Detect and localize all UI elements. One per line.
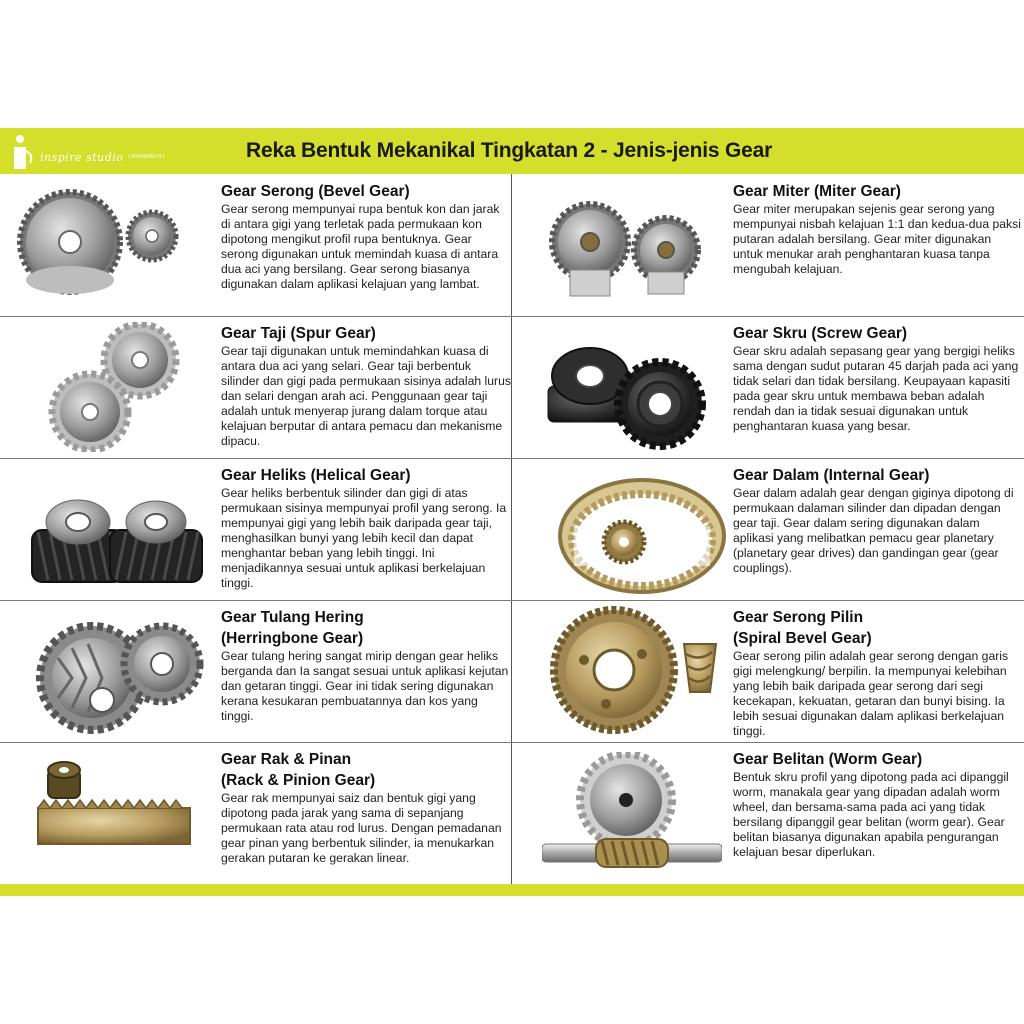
gear-title: Gear Skru (Screw Gear) (733, 325, 908, 342)
gear-description: Gear serong pilin adalah gear serong dengan garis gigi melengkung/ berpilin. Ia mempunyai kelebihan yang lebih baik daripada gear serong dari segi kecekapan, kekuatan, getaran dan bunyi bising. Ia lebih sesuai digunakan dalam aplikasi berkelajuan tinggi. (733, 649, 1009, 738)
brand-logo (8, 133, 188, 173)
gear-description: Gear rak mempunyai saiz dan bentuk gigi yang dipotong pada jarak yang sama di sepanjang permukaan rata atau rod lurus. Dengan pemadanan gear pinan yang berbentuk silinder, ia menukarkan gerakan putaran ke gerakan linear. (221, 791, 502, 865)
page-title: Reka Bentuk Mekanikal Tingkatan 2 - Jenis-jenis Gear (246, 139, 773, 162)
worm-gear-icon (542, 752, 722, 882)
screw-gear-icon (542, 326, 722, 456)
gear-description: Gear taji digunakan untuk memindahkan kuasa di antara dua aci yang selari. Gear taji berbentuk silinder dan gigi pada permukaan sisinya adalah lurus dan selari dengan arah aci. Penggunaan gear taji adalah untuk menyerap jurang dalam torque atau kelajuan berputar di antara pemacu dan mekanisme dipacu. (221, 344, 511, 448)
spiral-bevel-gear-icon (542, 606, 722, 736)
gear-card-rack-pinion (0, 744, 511, 884)
brand-name: inspire studio (40, 151, 124, 164)
herringbone-gear-icon (32, 608, 212, 738)
gear-title: Gear Serong (Bevel Gear) (221, 183, 410, 200)
miter-gear-icon (538, 186, 718, 316)
gear-title-english: (Herringbone Gear) (221, 630, 364, 647)
brand-registration: ( 002448450-H ) (128, 154, 165, 160)
gear-title: Gear Miter (Miter Gear) (733, 183, 901, 200)
gear-card-internal (512, 460, 1024, 600)
gear-card-screw (512, 318, 1024, 458)
gear-card-spiral-bevel (512, 602, 1024, 742)
gear-description: Bentuk skru profil yang dipotong pada aci dipanggil worm, manakala gear yang dipadan adalah worm wheel, dan bersama-sama pada aci yang tidak bersilang dipanggil gear belitan (worm gear). Gear belitan biasanya digunakan apabila pengurangan kelajuan besar diperlukan. (733, 770, 1009, 859)
gear-card-herringbone (0, 602, 511, 742)
gear-card-miter (512, 176, 1024, 316)
gear-card-spur (0, 318, 511, 458)
gear-title-english: (Spiral Bevel Gear) (733, 630, 872, 647)
gear-title: Gear Heliks (Helical Gear) (221, 467, 411, 484)
internal-gear-icon (552, 466, 732, 596)
row-divider (0, 600, 1024, 601)
bevel-gear-icon (12, 184, 192, 314)
gear-card-worm (512, 744, 1024, 884)
gear-title: Gear Taji (Spur Gear) (221, 325, 376, 342)
gear-description: Gear tulang hering sangat mirip dengan gear heliks berganda dan Ia sangat sesuai untuk aplikasi kejutan dan getaran tinggi. Gear ini tidak sering digunakan kerana kesukaran pembuatannya dan kos yang tinggi. (221, 649, 509, 723)
gear-description: Gear skru adalah sepasang gear yang bergigi heliks sama dengan sudut putaran 45 darjah pada aci yang tidak selari dan tidak bersilang. Keupayaan kapasiti pada gear skru untuk membawa beban adalah rendah dan ia tidak sesuai digunakan untuk penghantaran kuasa yang besar. (733, 344, 1019, 433)
gear-description: Gear dalam adalah gear dengan giginya dipotong di permukaan dalaman silinder dan dipadan dengan gear taji. Gear dalam sering digunakan dalam aplikasi yang melibatkan pemacu gear planetary (planetary gear drives) dan gandingan gear (gear couplings). (733, 486, 1014, 575)
helical-gear-icon (26, 470, 206, 600)
gear-title: Gear Serong Pilin (733, 609, 864, 626)
gear-description: Gear heliks berbentuk silinder dan gigi di atas permukaan sisinya mempunyai profil yang serong. Ia mempunyai gigi yang lebih baik daripada gear taji, menghasilkan bunyi yang lebih kecil dan dapat menghantar beban yang lebih tinggi. Ini menjadikannya sesuai untuk aplikasi berkelajuan tinggi. (221, 486, 507, 590)
gear-description: Gear serong mempunyai rupa bentuk kon dan jarak di antara gigi yang terletak pada permukaan kon dipotong mengikut profil rupa bentuknya. Gear serong digunakan untuk memindah kuasa di antara dua aci yang bersilang. Gear serong biasanya digunakan dalam aplikasi kelajuan yang lambat. (221, 202, 500, 291)
row-divider (0, 742, 1024, 743)
gear-title: Gear Dalam (Internal Gear) (733, 467, 930, 484)
row-divider (0, 316, 1024, 317)
gear-title: Gear Rak & Pinan (221, 751, 352, 768)
gear-title: Gear Tulang Hering (221, 609, 364, 626)
logo-mark-icon (10, 133, 36, 173)
gear-card-helical (0, 460, 511, 600)
row-divider (0, 458, 1024, 459)
rack-pinion-gear-icon (30, 758, 210, 888)
gear-card-bevel (0, 176, 511, 316)
spur-gear-icon (40, 322, 220, 452)
gear-title-english: (Rack & Pinion Gear) (221, 772, 376, 789)
gear-title: Gear Belitan (Worm Gear) (733, 751, 923, 768)
gear-description: Gear miter merupakan sejenis gear serong yang mempunyai nisbah kelajuan 1:1 dan kedua-dua paksi putaran adalah bersilang. Gear miter digunakan untuk menukar arah penghantaran kuasa tanpa mengubah kelajuan. (733, 202, 1021, 276)
